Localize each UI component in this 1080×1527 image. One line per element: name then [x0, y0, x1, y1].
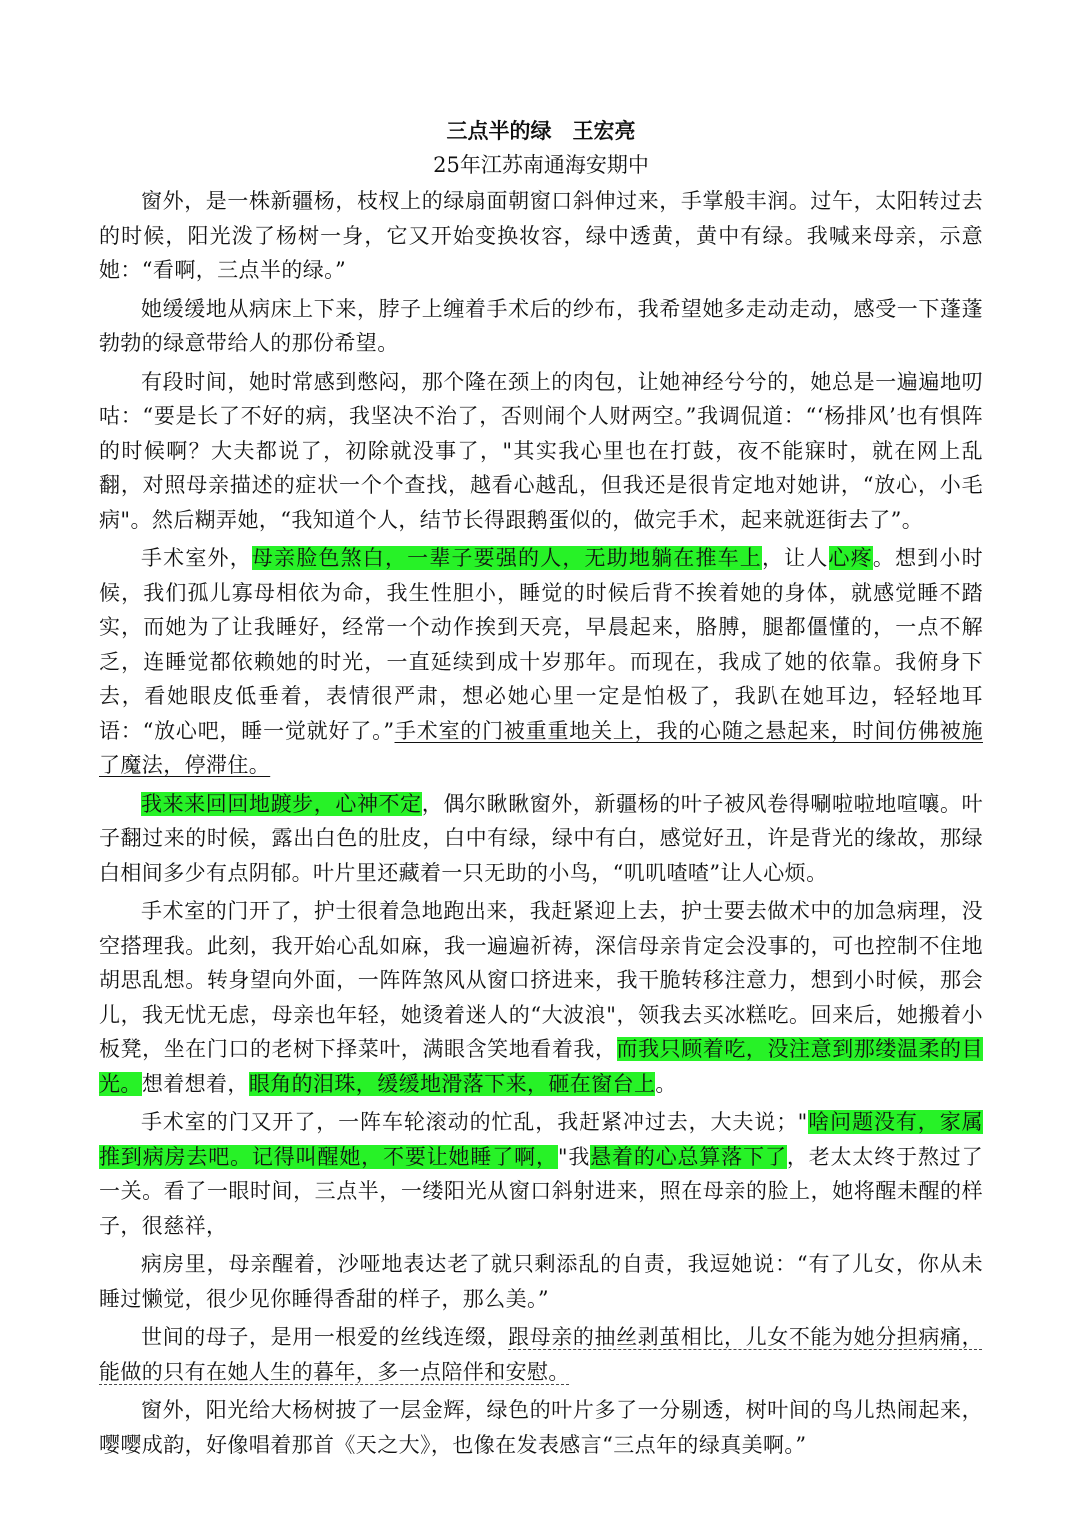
highlighted-text: 我来来回回地踱步，心神不定 — [141, 791, 422, 816]
highlighted-text: 而我只顾着吃，没注意到那缕温柔的目光。 — [99, 1037, 983, 1096]
text-run: 手术室外， — [141, 546, 252, 570]
text-run: "我 — [557, 1144, 591, 1169]
highlighted-text: 悬着的心总算落下了 — [590, 1144, 787, 1169]
text-run: ，老太太终于熬过了一关。看了一眼时间，三点半，一缕阳光从窗口斜射进来，照在母亲的脸上，她将醒未醒的样子，很慈祥， — [99, 1144, 983, 1238]
text-run: 窗外，阳光给大杨树披了一层金辉，绿色的叶片多了一分剔透，树叶间的鸟儿热闹起来，嘤嘤成韵，好像唱着那首《天之大》，也像在发表感言“三点年的绿真美啊。” — [99, 1398, 983, 1457]
text-run: 手术室的门开了，护士很着急地跑出来，我赶紧迎上去，护士要去做术中的加急病理，没空搭理我。此刻，我开始心乱如麻，我一遍遍祈祷，深信母亲肯定会没事的，可也控制不住地胡思乱想。转身望向外面，一阵阵煞风从窗口挤进来，我干脆转移注意力，想到小时候，那会儿，我无忧无虑，母亲也年轻，她烫着迷人的“大波浪"，领我去买冰糕吃。回来后，她搬着小板凳，坐在门口的老树下择菜叶，满眼含笑地看着我， — [99, 899, 983, 1061]
dashed-underlined-text: 跟母亲的抽丝剥茧相比，儿女不能为她分担病痛，能做的只有在她人生的暮年，多一点陪伴和安慰。 — [99, 1325, 983, 1384]
text-run: 病房里，母亲醒着，沙哑地表达老了就只剩添乱的自责，我逗她说：“有了儿女，你从未睡过懒觉，很少见你睡得香甜的样子，那么美。” — [99, 1252, 983, 1311]
text-run: ，让人 — [761, 546, 829, 570]
paragraph-5 — [99, 787, 983, 891]
text-run: 想着想着， — [141, 1071, 249, 1096]
text-run: 手术室的门又开了，一阵车轮滚动的忙乱，我赶紧冲过去，大夫说；" — [141, 1110, 808, 1134]
paragraph-7 — [99, 1105, 983, 1243]
text-run: 世间的母子，是用一根爱的丝线连缀， — [141, 1325, 509, 1349]
text-run: 窗外，是一株新疆杨，枝杈上的绿扇面朝窗口斜伸过来，手掌般丰润。过午，太阳转过去的时候，阳光泼了杨树一身，它又开始变换妆容，绿中透黄，黄中有绿。我喊来母亲，示意她：“看啊，三点半的绿。” — [99, 189, 983, 282]
text-run: ，偶尔瞅瞅窗外，新疆杨的叶子被风卷得唰啦啦地喧嚷。叶子翻过来的时候，露出白色的肚皮，白中有绿，绿中有白，感觉好丑，许是背光的缘故，那绿白相间多少有点阴郁。叶片里还藏着一只无助的小鸟，“叽叽喳喳”让人心烦。 — [99, 791, 983, 885]
paragraph-1 — [99, 184, 983, 288]
paragraph-8 — [99, 1247, 983, 1316]
article-body — [99, 184, 983, 1462]
text-run: 。想到小时候，我们孤儿寡母相依为命，我生性胆小，睡觉的时候后背不挨着她的身体，就感觉睡不踏实，而她为了让我睡好，经常一个动作挨到天亮，早晨起来，胳膊，腿都僵懂的，一点不解乏，连睡觉都依赖她的时光，一直延续到成十岁那年。而现在，我成了她的依靠。我俯身下去，看她眼皮低垂着，表情很严肃，想必她心里一定是怕极了，我趴在她耳边，轻轻地耳语：“放心吧，睡一觉就好了。” — [99, 546, 984, 743]
paragraph-4 — [99, 541, 983, 783]
highlighted-text: 眼角的泪珠，缓缓地滑落下来，砸在窗台上 — [248, 1071, 656, 1096]
article-source: 25年江苏南通海安期中 — [433, 153, 649, 177]
underlined-text: 手术室的门被重重地关上，我的心随之悬起来，时间仿佛被施了魔法，停滞住。 — [99, 718, 983, 777]
highlighted-text: 心疼 — [828, 546, 873, 570]
paragraph-2 — [99, 292, 983, 361]
text-run: 有段时间，她时常感到憋闷，那个隆在颈上的肉包，让她神经兮兮的，她总是一遍遍地叨咕：“要是长了不好的病，我坚决不治了，否则闹个人财两空。”我调侃道：“‘杨排风’也有惧阵的时候啊？大夫都说了，初除就没事了，"其实我心里也在打鼓，夜不能寐时，就在网上乱翻，对照母亲描述的症状一个个查找，越看心越乱，但我还是很肯定地对她讲，“放心，小毛病"。然后糊弄她，“我知道个人，结节长得跟鹅蛋似的，做完手术，起来就逛街去了”。 — [99, 369, 983, 532]
text-run: 。 — [655, 1071, 677, 1096]
paragraph-3 — [99, 365, 983, 538]
paragraph-10 — [99, 1393, 983, 1462]
article-title: 三点半的绿 王宏亮 — [446, 118, 636, 143]
paragraph-6 — [99, 894, 983, 1101]
highlighted-text: 啥问题没有，家属推到病房去吧。记得叫醒她，不要让她睡了啊， — [99, 1110, 983, 1169]
highlighted-text: 母亲脸色煞白，一辈子要强的人，无助地躺在推车上 — [251, 546, 762, 570]
text-run: 她缓缓地从病床上下来，脖子上缠着手术后的纱布，我希望她多走动走动，感受一下蓬蓬勃勃的绿意带给人的那份希望。 — [99, 296, 983, 355]
paragraph-9 — [99, 1320, 983, 1389]
